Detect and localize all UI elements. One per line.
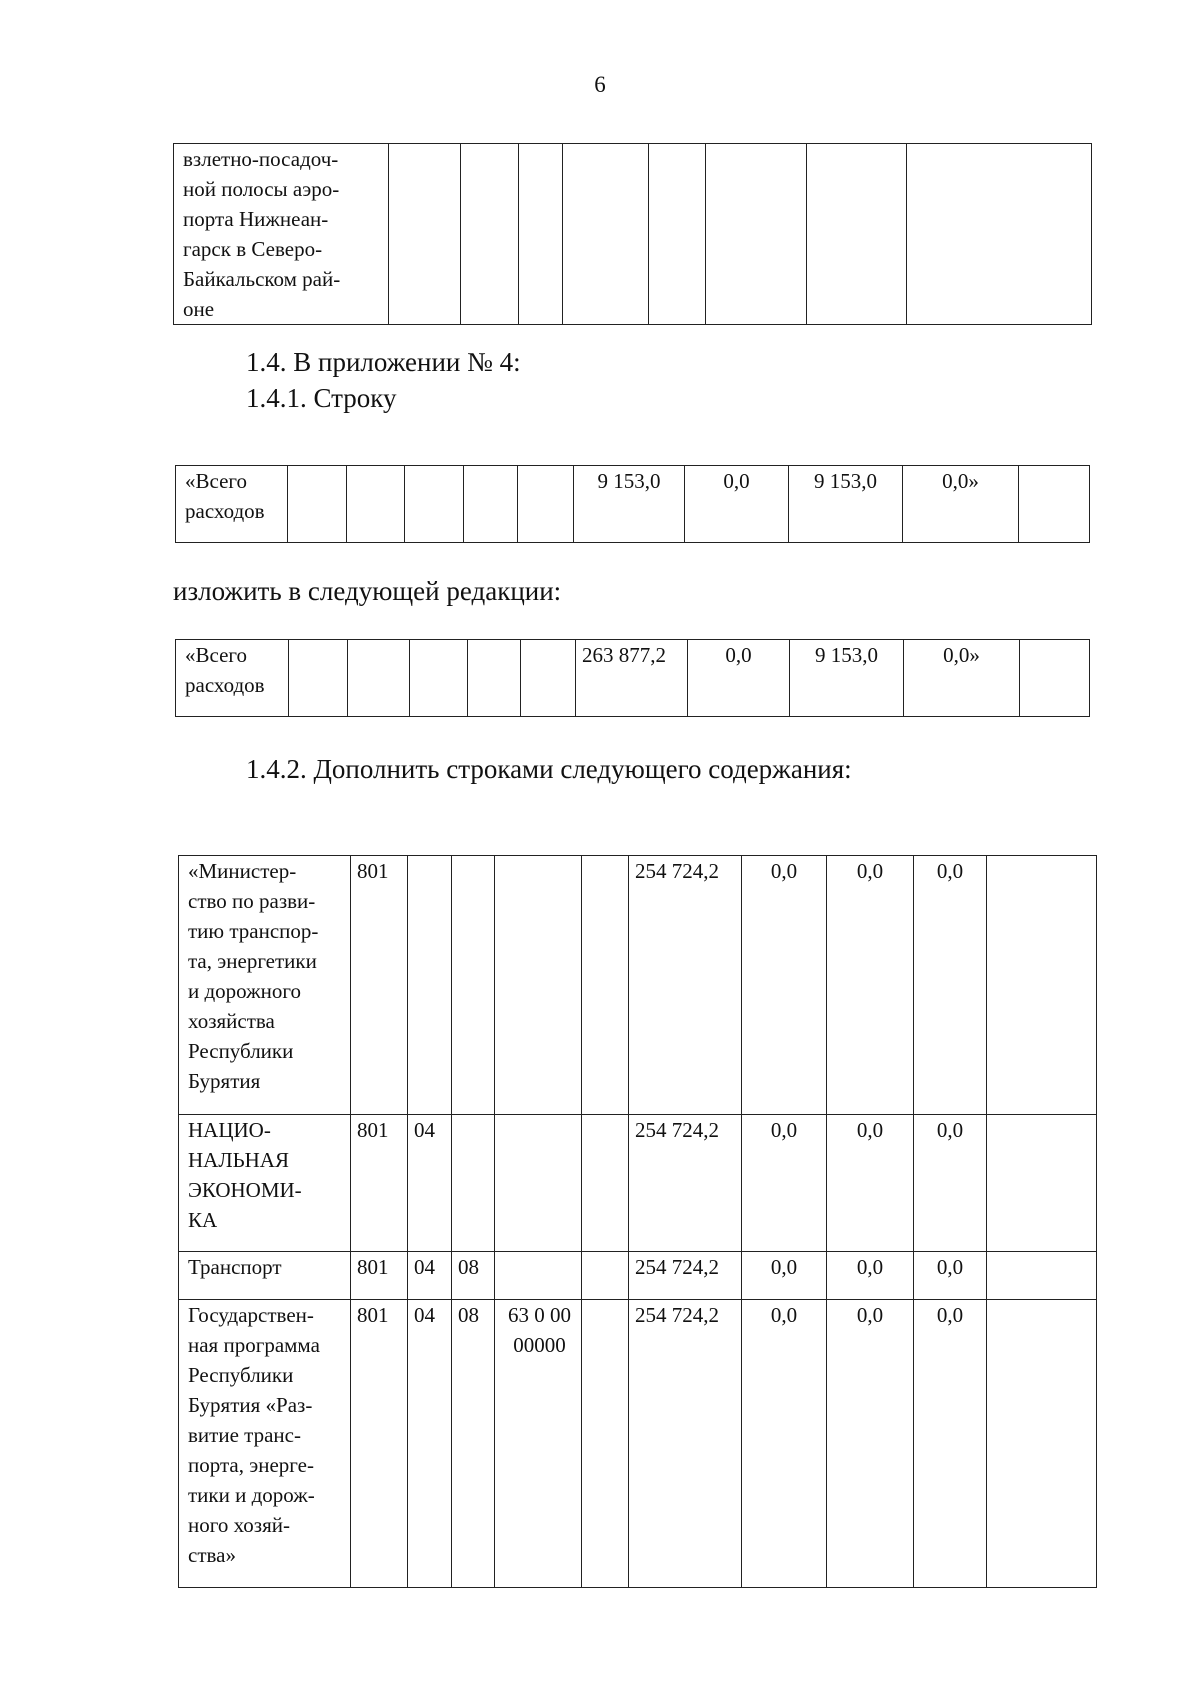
- table-row: [179, 856, 1097, 1115]
- amount-cell: 0,0: [688, 640, 790, 717]
- row-label: «Всего расходов: [176, 466, 288, 543]
- code-cell: 801: [351, 1115, 408, 1252]
- amount-cell: 9 153,0: [790, 640, 904, 717]
- amount-cell: 0,0: [914, 856, 987, 1115]
- code-cell: [452, 1115, 495, 1252]
- section-heading-1-4: 1.4. В приложении № 4:: [246, 347, 521, 377]
- table-cell: [288, 466, 347, 543]
- row-label: «Министер- ство по разви- тию транспор- та, энергетики и дорожного хозяйства Республики Бурятия: [179, 856, 351, 1115]
- table-row: [179, 1115, 1097, 1252]
- new-total-row-table: [175, 639, 1090, 717]
- amount-cell: 0,0: [827, 1115, 914, 1252]
- row-label: Транспорт: [179, 1252, 351, 1300]
- code-cell: 801: [351, 1252, 408, 1300]
- table-cell: [907, 144, 1092, 325]
- amount-cell: 0,0: [914, 1115, 987, 1252]
- table-cell: [807, 144, 907, 325]
- table-cell: [563, 144, 649, 325]
- code-cell: 08: [452, 1252, 495, 1300]
- table-cell: [987, 856, 1097, 1115]
- row-label: взлетно-посадоч- ной полосы аэро- порта Нижнеан- гарск в Северо- Байкальском рай- оне: [174, 144, 389, 325]
- code-cell: 08: [452, 1300, 495, 1588]
- amount-cell: 254 724,2: [629, 1252, 742, 1300]
- table-cell: [405, 466, 464, 543]
- subsection-heading-1-4-1: 1.4.1. Строку: [246, 383, 397, 413]
- table-cell: [706, 144, 807, 325]
- table-cell: [464, 466, 518, 543]
- amount-cell: 0,0: [742, 856, 827, 1115]
- amount-cell: 0,0: [742, 1300, 827, 1588]
- table-cell: [348, 640, 410, 717]
- table-cell: [987, 1300, 1097, 1588]
- amount-cell: 0,0»: [904, 640, 1020, 717]
- code-cell: [452, 856, 495, 1115]
- code-cell: 04: [408, 1300, 452, 1588]
- table-cell: [518, 466, 574, 543]
- table-row: [179, 1252, 1097, 1300]
- amount-cell: 9 153,0: [789, 466, 903, 543]
- amount-cell: 0,0»: [903, 466, 1019, 543]
- table-cell: [389, 144, 461, 325]
- amount-cell: 9 153,0: [574, 466, 685, 543]
- amount-cell: 0,0: [914, 1252, 987, 1300]
- code-cell: [495, 1252, 582, 1300]
- table-cell: [289, 640, 348, 717]
- code-cell: 801: [351, 856, 408, 1115]
- row-label: «Всего расходов: [176, 640, 289, 717]
- code-cell: 63 0 00 00000: [495, 1300, 582, 1588]
- table-cell: [649, 144, 706, 325]
- code-cell: [408, 856, 452, 1115]
- code-cell: [495, 1115, 582, 1252]
- code-cell: 801: [351, 1300, 408, 1588]
- table-cell: [347, 466, 405, 543]
- replace-instruction: изложить в следующей редакции:: [173, 576, 562, 606]
- table-cell: [461, 144, 519, 325]
- table-cell: [519, 144, 563, 325]
- row-label: НАЦИО- НАЛЬНАЯ ЭКОНОМИ- КА: [179, 1115, 351, 1252]
- table-cell: [1019, 466, 1090, 543]
- amount-cell: 0,0: [742, 1252, 827, 1300]
- table-cell: [521, 640, 576, 717]
- old-total-row-table: [175, 465, 1090, 543]
- table-row: [179, 1300, 1097, 1588]
- subsection-heading-1-4-2: 1.4.2. Дополнить строками следующего содержания:: [246, 754, 852, 784]
- code-cell: [582, 1300, 629, 1588]
- code-cell: 04: [408, 1252, 452, 1300]
- amount-cell: 254 724,2: [629, 1300, 742, 1588]
- amount-cell: 254 724,2: [629, 1115, 742, 1252]
- amount-cell: 0,0: [827, 1300, 914, 1588]
- amount-cell: 0,0: [827, 1252, 914, 1300]
- page-number: 6: [594, 72, 606, 97]
- table-cell: [410, 640, 468, 717]
- amount-cell: 263 877,2: [576, 640, 688, 717]
- code-cell: [582, 856, 629, 1115]
- table-cell: [987, 1252, 1097, 1300]
- amount-cell: 0,0: [685, 466, 789, 543]
- table-cell: [1020, 640, 1090, 717]
- code-cell: [582, 1115, 629, 1252]
- table-cell: [987, 1115, 1097, 1252]
- added-rows-table: [178, 855, 1097, 1588]
- row-label: Государствен- ная программа Республики Бурятия «Раз- витие транс- порта, энерге- тики и дорож- ного хозяй- ства»: [179, 1300, 351, 1588]
- code-cell: 04: [408, 1115, 452, 1252]
- amount-cell: 0,0: [914, 1300, 987, 1588]
- amount-cell: 0,0: [742, 1115, 827, 1252]
- amount-cell: 0,0: [827, 856, 914, 1115]
- code-cell: [495, 856, 582, 1115]
- top-continuation-table: [173, 143, 1092, 325]
- amount-cell: 254 724,2: [629, 856, 742, 1115]
- table-cell: [468, 640, 521, 717]
- code-cell: [582, 1252, 629, 1300]
